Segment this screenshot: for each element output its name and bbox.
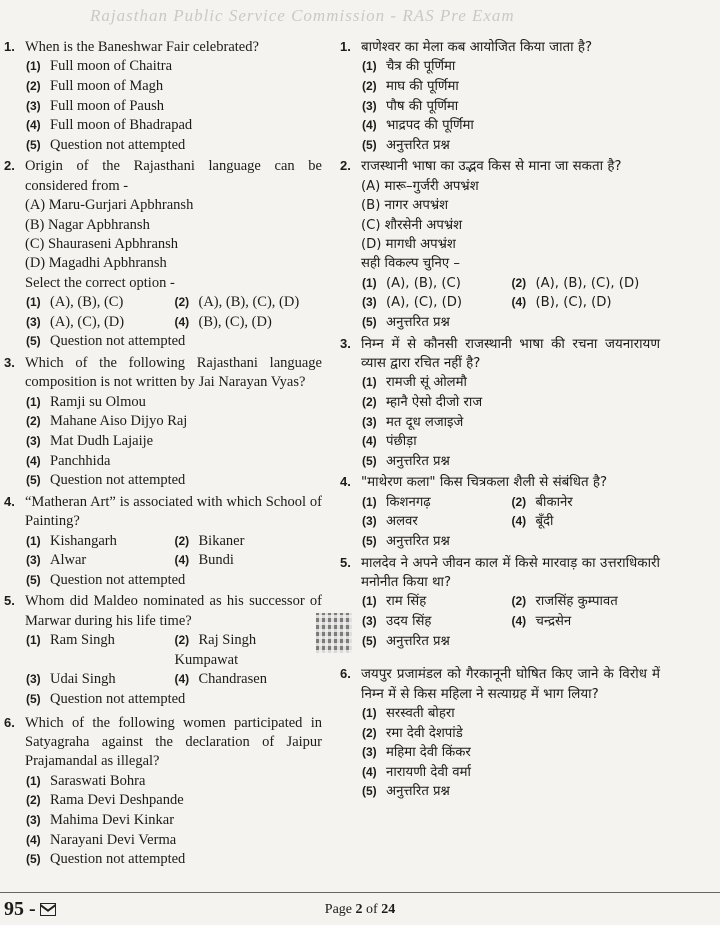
question-number: 5. <box>340 554 351 570</box>
booklet-code-text: 95 - <box>4 898 36 920</box>
answer-option <box>361 763 660 783</box>
option-number: (5) <box>26 137 41 152</box>
answer-option <box>511 293 661 313</box>
option-text: (B), (C), (D) <box>198 313 272 330</box>
option-text: माघ की पूर्णिमा <box>386 79 459 94</box>
option-text: Rama Devi Deshpande <box>50 792 184 809</box>
answer-option <box>361 313 660 333</box>
option-text: रमा देवी देशपांडे <box>386 725 463 741</box>
question-number: 2. <box>340 158 351 174</box>
question-text: Which of the following Rajasthani language composition is not written by Jai Narayan Vyas? <box>25 355 322 391</box>
question-item <box>4 714 322 870</box>
answer-option <box>174 551 323 571</box>
option-text: Raj Singh Kumpawat <box>174 632 257 668</box>
answer-option <box>25 772 322 792</box>
answer-option <box>511 592 661 612</box>
answer-option <box>361 743 660 763</box>
option-number: (2) <box>26 79 41 93</box>
answer-option <box>511 612 661 632</box>
question-item <box>4 354 322 491</box>
answer-option <box>174 670 323 690</box>
answer-option <box>361 724 660 744</box>
option-text: (A), (C), (D) <box>50 313 125 330</box>
option-number: (4) <box>174 314 190 329</box>
answer-option <box>25 412 322 432</box>
statement-line: (B) नागर अपभ्रंश <box>361 198 449 214</box>
option-number: (2) <box>511 275 527 290</box>
answer-option <box>361 612 511 632</box>
option-number: (1) <box>362 494 377 509</box>
statement-line: (A) मारू–गुर्जरी अपभ्रंश <box>361 178 479 194</box>
option-number: (2) <box>362 79 377 93</box>
option-text: अलवर <box>386 514 418 530</box>
statement-line: सही विकल्प चुनिए – <box>361 256 460 272</box>
option-number: (1) <box>362 705 377 720</box>
option-text: Chandrasen <box>198 671 267 688</box>
option-text: Full moon of Paush <box>50 97 164 114</box>
answer-option <box>25 532 174 552</box>
option-number: (1) <box>26 295 41 310</box>
page-number <box>0 902 720 918</box>
option-number: (4) <box>174 672 190 687</box>
answer-option <box>174 313 323 333</box>
answer-option <box>25 831 322 851</box>
option-number: (3) <box>26 314 41 329</box>
statement-line: (A) Maru-Gurjari Apbhransh <box>25 197 194 214</box>
option-text: चन्द्रसेन <box>535 613 572 629</box>
footer-divider <box>0 892 720 893</box>
question-text: Whom did Maldeo nominated as his successor of Marwar during his life time? <box>25 593 322 629</box>
answer-option <box>361 592 511 612</box>
answer-option <box>25 136 322 156</box>
option-number: (4) <box>26 453 41 468</box>
question-item <box>340 38 660 155</box>
option-row <box>361 274 660 294</box>
answer-option <box>361 432 660 452</box>
option-number: (5) <box>26 852 41 867</box>
question-text: निम्न में से कौनसी राजस्थानी भाषा की रचना जयनारायण व्यास द्वारा रचित नहीं है? <box>361 336 660 371</box>
option-text: (A), (B), (C), (D) <box>535 275 640 291</box>
answer-option <box>361 632 660 652</box>
question-item <box>4 493 322 591</box>
option-number: (4) <box>362 118 377 133</box>
answer-option <box>25 116 322 136</box>
option-text: नारायणी देवी वर्मा <box>386 764 471 780</box>
answer-option <box>25 452 322 472</box>
option-number: (1) <box>26 533 41 548</box>
option-row <box>25 631 322 670</box>
option-number: (3) <box>26 98 41 113</box>
answer-option <box>25 811 322 831</box>
watermark: Rajasthan Public Service Commission - RAS Pre Exam <box>90 6 515 25</box>
answer-option <box>25 57 322 77</box>
answer-option <box>361 782 660 802</box>
answer-option <box>25 293 174 313</box>
answer-option <box>174 293 323 313</box>
option-text: बूँदी <box>535 514 554 530</box>
option-number: (5) <box>362 453 377 468</box>
option-text: Full moon of Bhadrapad <box>50 117 193 134</box>
answer-option <box>511 274 661 294</box>
option-number: (1) <box>362 275 377 290</box>
option-text: अनुत्तरित प्रश्न <box>386 137 450 153</box>
option-text: (A), (B), (C), (D) <box>198 294 300 311</box>
option-number: (5) <box>26 572 41 587</box>
option-row <box>25 670 322 690</box>
option-number: (2) <box>174 295 190 310</box>
answer-option <box>25 313 174 333</box>
option-text: Udai Singh <box>50 671 116 688</box>
answer-option <box>361 493 511 513</box>
question-item <box>340 665 660 802</box>
option-number: (3) <box>362 514 377 529</box>
option-text: Question not attempted <box>50 851 186 868</box>
option-text: Ramji su Olmou <box>50 393 146 410</box>
question-number: 4. <box>4 493 15 509</box>
option-number: (4) <box>26 832 41 847</box>
option-text: पंछीड़ा <box>386 434 417 450</box>
question-text: "माथेरण कला" किस चित्रकला शैली से संबंधित है? <box>361 475 608 491</box>
answer-option <box>361 57 660 77</box>
question-number: 2. <box>4 158 15 174</box>
statement-line: (C) शौरसेनी अपभ्रंश <box>361 217 463 233</box>
answer-option <box>361 136 660 156</box>
page-of: of <box>366 902 378 917</box>
option-text: Question not attempted <box>50 136 186 153</box>
option-text: Bundi <box>198 552 234 569</box>
option-number: (3) <box>26 672 41 687</box>
option-text: पौष की पूर्णिमा <box>386 98 459 114</box>
option-text: Mahima Devi Kinkar <box>50 811 175 828</box>
option-number: (5) <box>26 334 41 349</box>
question-text: Which of the following women participated in Satyagraha against the declaration of Jaipur Prajamandal as illegal? <box>25 714 322 770</box>
answer-option <box>361 293 511 313</box>
question-text: When is the Baneshwar Fair celebrated? <box>25 39 259 55</box>
answer-option <box>25 471 322 491</box>
option-number: (3) <box>362 745 377 760</box>
option-text: चैत्र की पूर्णिमा <box>386 59 456 75</box>
answer-option <box>361 512 511 532</box>
option-number: (4) <box>511 613 527 628</box>
option-number: (3) <box>362 414 377 429</box>
question-text: मालदेव ने अपने जीवन काल में किसे मारवाड़ का उत्तराधिकारी मनोनीत किया था? <box>361 555 660 590</box>
answer-option <box>25 571 322 591</box>
option-number: (1) <box>26 394 41 409</box>
option-number: (1) <box>26 59 41 74</box>
answer-option <box>25 690 322 710</box>
qr-code-image <box>316 613 352 653</box>
statement-line: (D) Magadhi Apbhransh <box>25 255 167 272</box>
option-text: महिमा देवी किंकर <box>386 745 471 761</box>
question-number: 4. <box>340 474 351 490</box>
option-text: Narayani Devi Verma <box>50 831 177 848</box>
option-row <box>361 592 660 612</box>
option-number: (2) <box>362 395 377 409</box>
option-text: रामजी सूं ओलमौ <box>386 375 467 391</box>
option-text: Full moon of Chaitra <box>50 58 173 75</box>
option-text: Saraswati Bohra <box>50 772 146 789</box>
answer-option <box>25 791 322 811</box>
option-number: (1) <box>26 633 41 648</box>
option-text: राजसिंह कुम्पावत <box>535 594 618 610</box>
option-number: (5) <box>362 633 377 648</box>
option-text: किशनगढ़ <box>386 494 431 510</box>
option-number: (2) <box>174 633 190 648</box>
option-text: उदय सिंह <box>386 613 432 629</box>
statement-line: (B) Nagar Apbhransh <box>25 216 150 233</box>
answer-option <box>361 532 660 552</box>
option-number: (3) <box>362 295 377 310</box>
option-text: अनुत्तरित प्रश्न <box>386 453 450 469</box>
option-number: (5) <box>362 533 377 548</box>
answer-option <box>25 97 322 117</box>
hindi-column <box>340 38 660 804</box>
answer-option <box>361 704 660 724</box>
page-current: 2 <box>355 902 363 917</box>
option-number: (1) <box>362 59 377 74</box>
option-text: Bikaner <box>198 532 245 549</box>
option-row <box>25 532 322 552</box>
question-item <box>4 38 322 155</box>
option-text: बीकानेर <box>535 494 573 510</box>
answer-option <box>361 393 660 413</box>
option-text: Question not attempted <box>50 571 186 588</box>
option-number: (5) <box>362 137 377 152</box>
question-item <box>340 335 660 472</box>
option-text: सरस्वती बोहरा <box>386 705 455 721</box>
answer-option <box>174 532 323 552</box>
answer-option <box>361 452 660 472</box>
answer-option <box>361 274 511 294</box>
question-number: 6. <box>4 714 15 730</box>
english-column <box>4 38 322 872</box>
option-text: Question not attempted <box>50 333 186 350</box>
option-number: (5) <box>26 473 41 488</box>
option-text: अनुत्तरित प्रश्न <box>386 784 450 800</box>
option-text: Mahane Aiso Dijyo Raj <box>50 413 188 430</box>
option-number: (4) <box>511 514 527 529</box>
option-number: (3) <box>26 553 41 568</box>
option-text: Alwar <box>50 552 87 569</box>
question-number: 1. <box>340 39 351 54</box>
option-text: अनुत्तरित प्रश्न <box>386 315 450 330</box>
option-text: म्हानै ऐसो दीजो राज <box>386 395 483 410</box>
question-item <box>4 592 322 709</box>
option-row <box>361 493 660 513</box>
option-number: (5) <box>26 691 41 706</box>
answer-option <box>174 631 323 670</box>
question-number: 3. <box>340 335 351 351</box>
option-row <box>25 551 322 571</box>
answer-option <box>511 512 661 532</box>
option-number: (1) <box>26 773 41 788</box>
answer-option <box>25 850 322 870</box>
option-text: Kishangarh <box>50 532 117 549</box>
option-number: (1) <box>362 375 377 390</box>
option-text: (A), (B), (C) <box>386 275 461 291</box>
option-text: Ram Singh <box>50 632 115 649</box>
option-number: (5) <box>362 784 377 799</box>
option-text: Full moon of Magh <box>50 78 164 94</box>
question-text: Origin of the Rajasthani language can be considered from - <box>25 158 322 194</box>
answer-option <box>361 373 660 393</box>
option-text: Panchhida <box>50 452 111 469</box>
option-number: (4) <box>362 764 377 779</box>
question-item <box>340 554 660 652</box>
option-number: (2) <box>26 414 41 429</box>
option-row <box>25 313 322 333</box>
answer-option <box>25 670 174 690</box>
option-number: (4) <box>511 295 527 310</box>
option-number: (4) <box>26 118 41 133</box>
question-text: बाणेश्वर का मेला कब आयोजित किया जाता है? <box>361 40 593 55</box>
statement-line: Select the correct option - <box>25 274 175 291</box>
option-row <box>25 293 322 313</box>
question-item <box>340 473 660 551</box>
option-number: (2) <box>511 494 527 509</box>
option-text: (A), (C), (D) <box>386 295 463 311</box>
answer-option <box>361 97 660 117</box>
option-text: भाद्रपद की पूर्णिमा <box>386 118 474 134</box>
option-number: (3) <box>362 98 377 113</box>
option-text: (A), (B), (C) <box>50 294 124 311</box>
answer-option <box>25 432 322 452</box>
option-number: (4) <box>362 434 377 449</box>
page-prefix: Page <box>324 902 353 917</box>
answer-option <box>361 116 660 136</box>
answer-option <box>361 413 660 433</box>
statement-line: (C) Shauraseni Apbhransh <box>25 236 179 252</box>
option-row <box>361 612 660 632</box>
option-number: (2) <box>362 725 377 740</box>
option-row <box>361 293 660 313</box>
page-total: 24 <box>381 902 396 917</box>
question-number: 1. <box>4 39 15 54</box>
option-number: (4) <box>174 553 190 568</box>
question-text: जयपुर प्रजामंडल को गैरकानूनी घोषित किए जाने के विरोध में निम्न में से किस महिला ने सत्याग्रह में भाग लिया? <box>361 667 660 702</box>
option-number: (3) <box>362 613 377 628</box>
answer-option <box>25 551 174 571</box>
option-row <box>361 512 660 532</box>
statement-line: (D) मागधी अपभ्रंश <box>361 237 456 252</box>
answer-option <box>361 77 660 97</box>
option-number: (1) <box>362 594 377 609</box>
answer-option <box>511 493 661 513</box>
question-number: 6. <box>340 666 351 682</box>
option-text: Question not attempted <box>50 472 186 489</box>
answer-option <box>25 393 322 413</box>
answer-option <box>25 332 322 352</box>
question-item <box>340 157 660 332</box>
option-text: मत दूध लजाइजे <box>386 414 464 430</box>
option-text: अनुत्तरित प्रश्न <box>386 533 450 549</box>
question-text: “Matheran Art” is associated with which School of Painting? <box>25 493 322 530</box>
option-text: (B), (C), (D) <box>535 295 612 311</box>
question-number: 3. <box>4 355 15 370</box>
answer-option <box>25 77 322 97</box>
question-number: 5. <box>4 593 15 609</box>
option-number: (5) <box>362 315 377 329</box>
option-number: (3) <box>26 434 41 448</box>
question-text: राजस्थानी भाषा का उद्भव किस से माना जा सकता है? <box>361 159 622 175</box>
option-text: Question not attempted <box>50 690 186 707</box>
option-text: राम सिंह <box>386 594 427 610</box>
option-text: Mat Dudh Lajaije <box>50 433 154 449</box>
question-item <box>4 157 322 352</box>
option-number: (2) <box>26 793 41 808</box>
option-number: (2) <box>511 594 527 609</box>
option-number: (3) <box>26 812 41 827</box>
option-number: (2) <box>174 533 190 548</box>
option-text: अनुत्तरित प्रश्न <box>386 633 450 649</box>
answer-option <box>25 631 174 670</box>
